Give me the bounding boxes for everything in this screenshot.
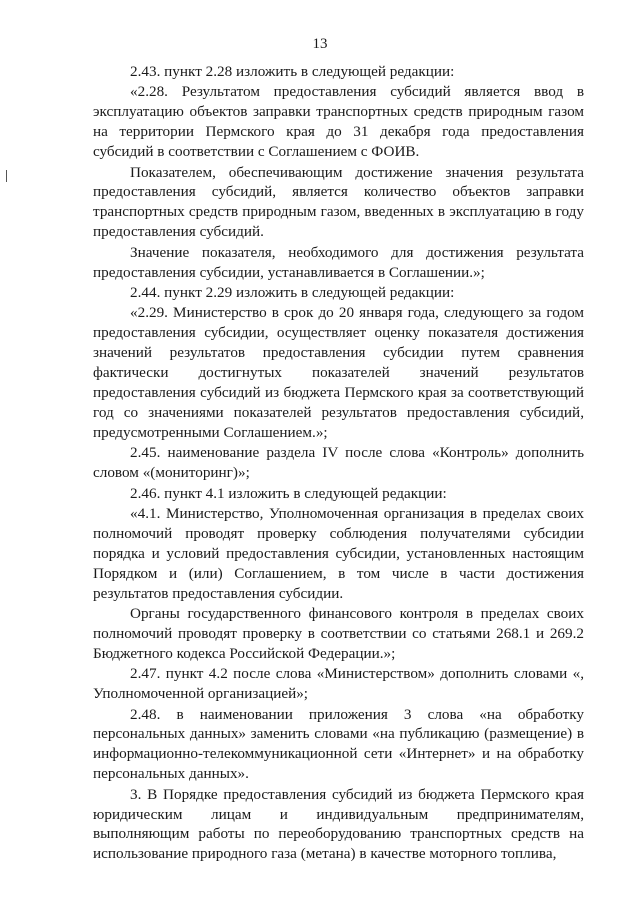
paragraph-2-28-text: «2.28. Результатом предоставления субсидий является ввод в эксплуатацию объектов заправки транспортных средств природным газом на территории Пермского края до 31 декабря года предоставления субсидий в соответствии с Соглашением с ФОИВ.	[93, 83, 584, 161]
paragraph-indicator-value: Значение показателя, необходимого для достижения результата предоставления субсидии, устанавливается в Соглашении.»;	[93, 243, 584, 281]
page-number: 13	[312, 36, 328, 52]
paragraph-2-48: 2.48. в наименовании приложения 3 слова «на обработку персональных данных» заменить словами «на публикацию (размещение) в информационно-телекоммуникационной сети «Интернет» и на обработку персональных данных».	[93, 705, 584, 783]
document-body	[93, 62, 584, 865]
paragraph-2-29-text: «2.29. Министерство в срок до 20 января года, следующего за годом предоставления субсидии, осуществляет оценку показателя достижения значений результатов предоставления субсидии путем сравнения фактически достигнутых показателей значений результатов предоставления субсидий из бюджета Пермского края за соответствующий год со значениями показателей результатов предоставления субсидий, предусмотренными Соглашением.»;	[93, 304, 584, 441]
paragraph-indicator: Показателем, обеспечивающим достижение значения результата предоставления субсидий, является количество объектов заправки транспортных средств природным газом, введенных в эксплуатацию в году предоставления субсидий.	[93, 163, 584, 241]
paragraph-2-44: 2.44. пункт 2.29 изложить в следующей редакции:	[130, 283, 455, 301]
paragraph-2-45: 2.45. наименование раздела IV после слова «Контроль» дополнить словом «(мониторинг)»;	[93, 444, 584, 482]
paragraph-4-1-text: «4.1. Министерство, Уполномоченная организация в пределах своих полномочий проводят проверку соблюдения получателями субсидии порядка и условий предоставления субсидии, установленных настоящим Порядком и (или) Соглашением, в том числе в части достижения результатов предоставления субсидии.	[93, 504, 584, 602]
paragraph-2-47: 2.47. пункт 4.2 после слова «Министерством» дополнить словами «, Уполномоченной организацией»;	[93, 665, 584, 703]
paragraph-financial-control: Органы государственного финансового контроля в пределах своих полномочий проводят проверку в соответствии со статьями 268.1 и 269.2 Бюджетного кодекса Российской Федерации.»;	[93, 604, 584, 662]
paragraph-2-43: 2.43. пункт 2.28 изложить в следующей редакции:	[130, 63, 455, 80]
margin-mark	[6, 170, 7, 182]
paragraph-section-3: 3. В Порядке предоставления субсидий из бюджета Пермского края юридическим лицам и индивидуальным предпринимателям, выполняющим работы по переоборудованию транспортных средств на использование природного газа (метана) в качестве моторного топлива,	[93, 785, 584, 863]
paragraph-2-46: 2.46. пункт 4.1 изложить в следующей редакции:	[130, 484, 447, 502]
